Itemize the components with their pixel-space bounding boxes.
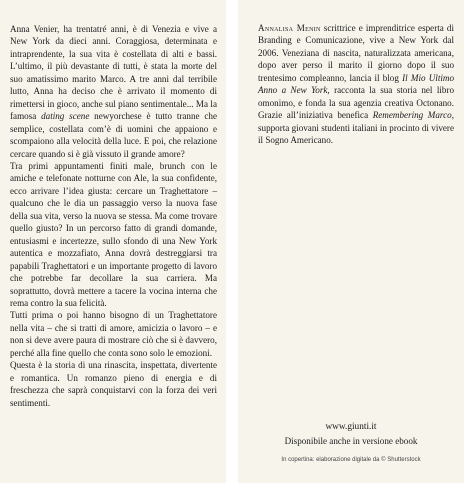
- synopsis: [10, 23, 217, 409]
- bio-text-b: , racconta la sua storia nel libro omonimo, e fonda la sua agenzia creativa Octonano. Grazie all’iniziativa benefica: [258, 85, 454, 121]
- synopsis-paragraph-2: Tra primi appuntamenti finiti male, brunch con le amiche e telefonate notturne con Ale, la sua confidente, ecco arrivare l’idea giusta: cercare un Traghettatore – qualcuno che le dia un passaggio verso la nuova fase della sua vita, verso la nuova se stessa. Ma come trovare quello giusto? In un percorso fatto di grandi domande, entusiasmi e incertezze, sullo sfondo di una New York autentica e mozzafiato, Anna dovrà destreggiarsi tra papabili Traghettatori e un importante progetto di lavoro che potrebbe far decollare la sua carriera. Ma soprattutto, dovrà mettere a tacere la vocina interna che rema contro la sua felicità.: [10, 160, 217, 308]
- author-name: Annalisa Menin: [258, 23, 321, 33]
- synopsis-paragraph-4: Questa è la storia di una rinascita, inspettata, divertente e romantica. Un romanzo pieno di energia e di freschezza che saprà conquistarvi con la forza dei veri sentimenti.: [10, 360, 217, 408]
- right-flap: [238, 0, 464, 483]
- cover-credit: In copertina: elaborazione digitale da © Shutterstock: [281, 457, 421, 463]
- bio-text-c: , supporta giovani studenti italiani in procinto di vivere il Sogno Americano.: [258, 110, 454, 146]
- synopsis-p1-emphasis: dating scene: [41, 111, 90, 122]
- blog-title: Il Mio Ultimo Anno a New York: [258, 72, 455, 96]
- publisher-website: www.giunti.it: [325, 422, 377, 432]
- synopsis-paragraph-3: Tutti prima o poi hanno bisogno di un Traghettatore nella vita – che si tratti di amore, amicizia o lavoro – e non si deve avere paura di mostrare ciò che si è davvero, perché alla fine quello che conta sono solo le emozioni.: [10, 310, 217, 358]
- charity-name: Remembering Marco: [372, 110, 452, 121]
- synopsis-paragraph-1: [10, 23, 217, 160]
- author-bio: [258, 22, 454, 147]
- left-flap: [0, 0, 226, 483]
- ebook-note: Disponibile anche in versione ebook: [284, 436, 418, 446]
- author-bio-paragraph: [258, 22, 454, 147]
- synopsis-p1-text-b: newyorchese è tutto tranne che semplice, costellata com’è di uomini che appaiono e scompaiono alla velocità della luce. E poi, che relazione cercare quando si è già vissuto il grande amore?: [10, 111, 217, 159]
- bio-text-a: scrittrice e imprenditrice esperta di Branding e Comunicazione, vive a New York dal 2006. Veneziana di nascita, naturalizzata americana, dopo aver perso il marito il giorno dopo il suo trentesimo compleanno, lancia il blog: [258, 23, 454, 83]
- synopsis-p1-text-a: Anna Venier, ha trentatré anni, è di Venezia e vive a New York da dieci anni. Coraggiosa, determinata e intraprendente, la sua vita è costellata di alti e bassi. L’ultimo, il più devastante di tutti, è stata la morte del suo amatissimo marito Marco. A tre anni dal terribile lutto, Anna ha deciso che è arrivato il momento di rimettersi in gioco, anche sul piano sentimentale... Ma la famosa: [10, 24, 217, 122]
